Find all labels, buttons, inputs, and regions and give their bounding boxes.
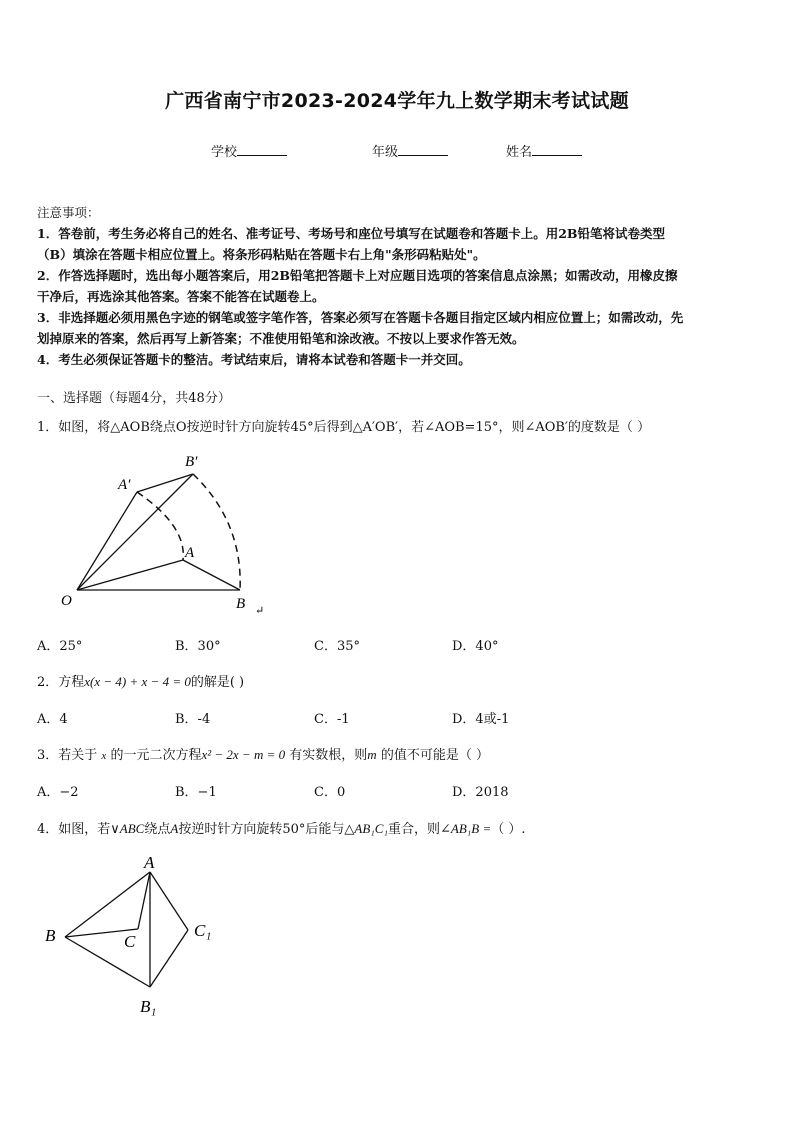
q3-option-d: D．2018: [452, 785, 509, 800]
page-title: 广西省南宁市2023-2024学年九上数学期末考试试题: [165, 90, 629, 112]
label-B: B: [236, 596, 246, 612]
notes-line: 干净后，再选涂其他答案。答案不能答在试题卷上。: [37, 289, 325, 304]
question-3-text: [37, 744, 489, 763]
q1-option-b: B．30°: [175, 639, 221, 654]
q1-option-c: C．35°: [314, 639, 360, 654]
section-heading: 一、选择题（每题4分，共48分）: [37, 391, 231, 406]
return-mark: ↵: [255, 605, 265, 617]
question-2-text: [37, 671, 244, 690]
q2-option-a: A．4: [37, 712, 68, 727]
q4-part3: 按逆时针方向旋转50°后能与: [178, 822, 345, 837]
name-label: 姓名: [506, 145, 533, 160]
q2-option-c: C．-1: [314, 712, 350, 727]
label-A: A: [185, 545, 195, 561]
q4-part4: 重合，则: [387, 822, 440, 837]
question-4-figure: [40, 850, 230, 1025]
label-C1: C₁: [194, 921, 212, 940]
school-label: 学校: [211, 145, 238, 160]
q3-part2: 的一元二次方程: [110, 748, 202, 763]
notes-line: 3．非选择题必须用黑色字迹的钢笔或签字笔作答，答案必须写在答题卡各题目指定区域内相应位置上；如需改动，先: [37, 310, 684, 325]
q3-option-c: C．0: [314, 785, 346, 800]
q4-angle: ∠AB₁B =: [439, 821, 492, 836]
name-field: [506, 141, 582, 160]
q3-var-x: x: [101, 750, 107, 762]
q4-part2: 绕点: [144, 822, 171, 837]
label-B1: B₁: [140, 997, 157, 1016]
notes-heading: 注意事项：: [37, 205, 100, 220]
label-B-prime: B′: [185, 454, 198, 470]
q3-var-m: m: [367, 747, 377, 762]
grade-label: 年级: [372, 145, 399, 160]
label-B: B: [45, 926, 56, 945]
q3-part3: 有实数根，则: [289, 748, 368, 763]
q4-part1: 4．如图，若: [37, 822, 111, 837]
q4-part5: （ ）.: [491, 822, 526, 837]
q2-equation: x(x − 4) + x − 4 = 0: [84, 674, 191, 689]
label-O: O: [61, 593, 72, 609]
q4-triangle-ab1c1: △AB₁C₁: [344, 821, 388, 836]
q3-part4: 的值不可能是（ ）: [380, 748, 489, 763]
notes-line: 2．作答选择题时，选出每小题答案后，用2B铅笔把答题卡上对应题目选项的答案信息点涂黑；如需改动，用橡皮擦: [37, 268, 678, 283]
notes-line: 1．答卷前，考生务必将自己的姓名、准考证号、考场号和座位号填写在试题卷和答题卡上。用2B铅笔将试卷类型: [37, 226, 665, 241]
q1-option-a: A．25°: [37, 639, 83, 654]
q3-option-b: B．−1: [175, 785, 217, 800]
q2-option-d: D．4或-1: [452, 712, 510, 727]
q3-part1: 3．若关于: [37, 748, 98, 763]
q1-option-d: D．40°: [452, 639, 499, 654]
notes-section: [37, 202, 759, 370]
q2-prefix: 2．方程: [37, 675, 85, 690]
q4-triangle-abc: ∨ABC: [110, 821, 145, 836]
question-1-text: 1．如图，将△AOB绕点O按逆时针方向旋转45°后得到△A′OB′，若∠AOB=15°，则∠AOB′的度数是（ ）: [37, 420, 651, 435]
grade-field: [372, 141, 448, 160]
q2-suffix: 的解是( ): [190, 675, 245, 690]
question-4-text: [37, 818, 526, 837]
notes-line: 划掉原来的答案，然后再写上新答案；不准使用铅笔和涂改液。不按以上要求作答无效。: [37, 331, 525, 346]
school-field: [211, 141, 287, 160]
notes-line: （B）填涂在答题卡相应位置上。将条形码粘贴在答题卡右上角"条形码粘贴处"。: [37, 247, 486, 262]
question-1-figure: [55, 448, 275, 620]
label-C: C: [124, 932, 136, 951]
notes-line: 4．考生必须保证答题卡的整洁。考试结束后，请将本试卷和答题卡一并交回。: [37, 352, 471, 367]
q3-equation: x² − 2x − m = 0: [201, 747, 286, 762]
q4-point-a: A: [170, 821, 179, 836]
label-A-prime: A′: [118, 477, 131, 493]
q3-option-a: A．−2: [37, 785, 79, 800]
q2-option-b: B．-4: [175, 712, 211, 727]
label-A: A: [144, 853, 155, 872]
